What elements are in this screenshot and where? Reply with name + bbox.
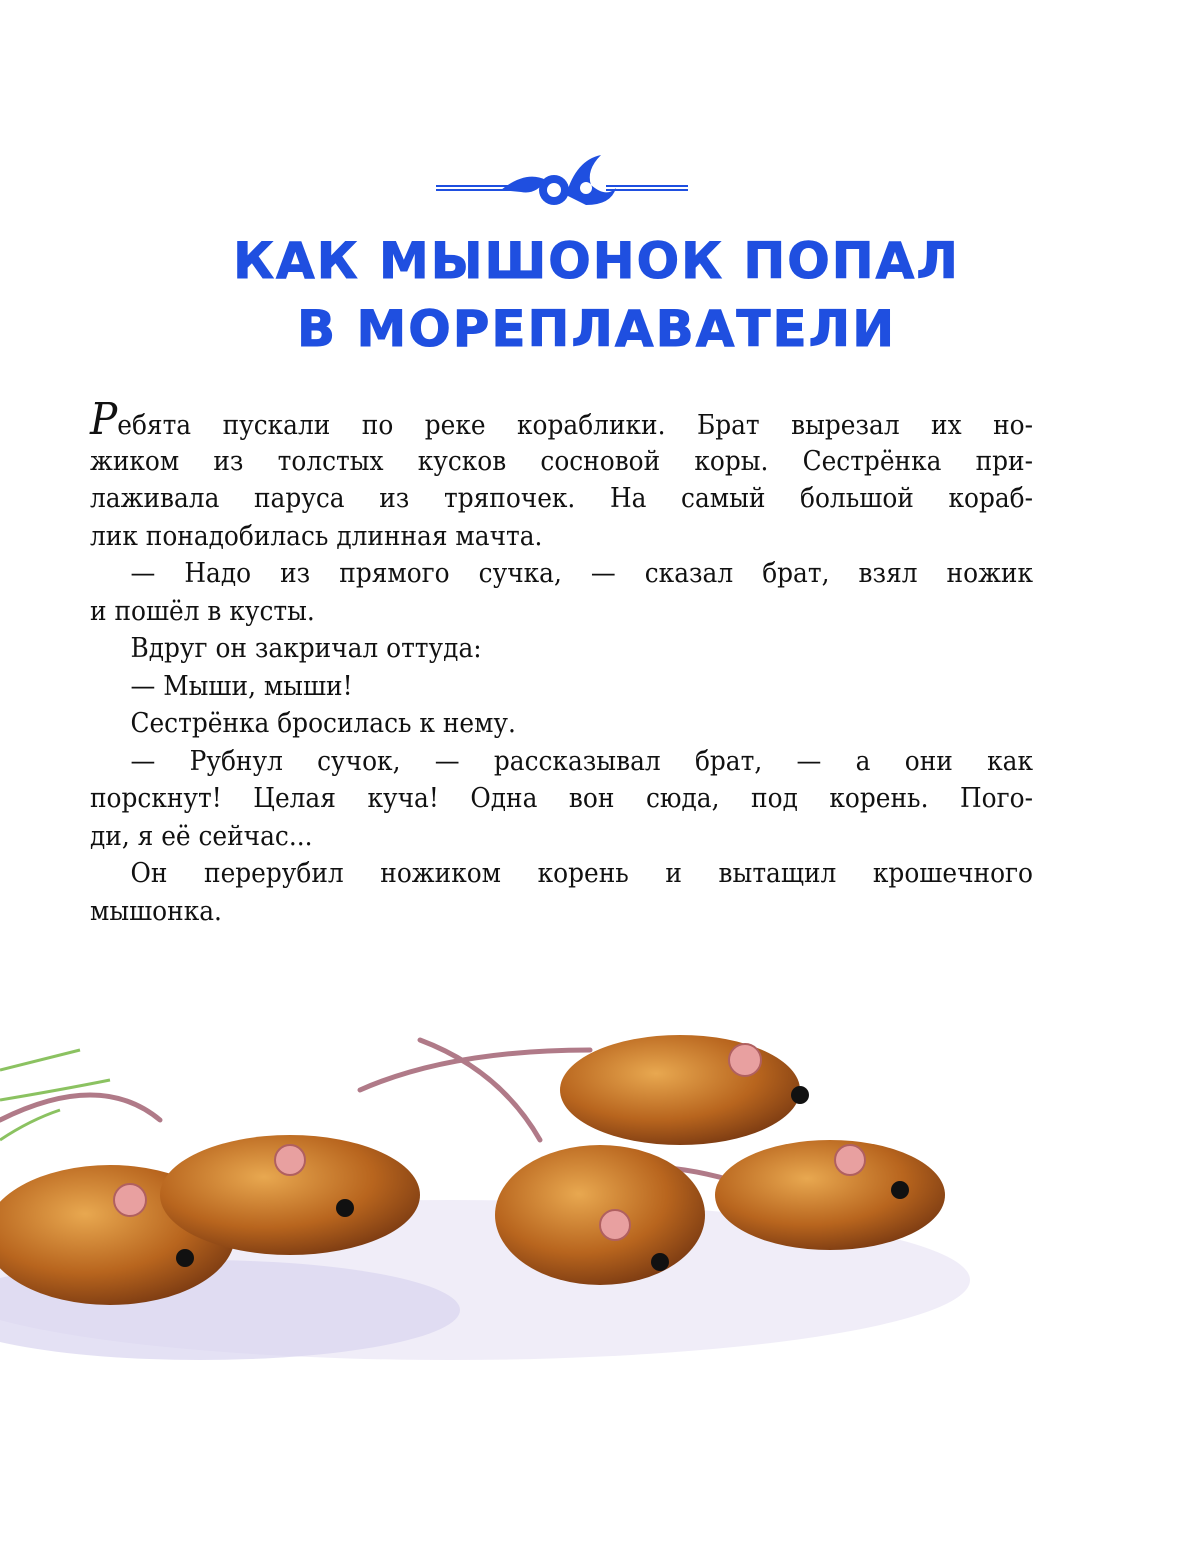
mice-illustration bbox=[0, 1010, 1193, 1390]
title-ornament-icon bbox=[436, 150, 688, 212]
text-line: порскнут! Целая куча! Одна вон сюда, под корень. Пого- bbox=[90, 783, 1033, 814]
text-line: Вдруг он закричал оттуда: bbox=[130, 633, 482, 664]
text-line: — Рубнул сучок, — рассказывал брат, — а они как bbox=[130, 745, 1034, 777]
text-line bbox=[90, 394, 1034, 445]
text-line: и пошёл в кусты. bbox=[90, 595, 315, 627]
text-line: лаживала паруса из тряпочек. На самый большой кораб- bbox=[90, 483, 1033, 514]
text-line-content: ебята пускали по реке кораблики. Брат вырезал их но- bbox=[117, 410, 1034, 441]
text-line: — Надо из прямого сучка, — сказал брат, взял ножик bbox=[130, 558, 1034, 589]
text-line: Сестрёнка бросилась к нему. bbox=[130, 708, 516, 739]
text-line: мышонка. bbox=[90, 895, 222, 927]
text-line: Он перерубил ножиком корень и вытащил крошечного bbox=[130, 858, 1034, 889]
drop-cap: Р bbox=[90, 394, 118, 445]
text-line: лик понадобилась длинная мачта. bbox=[90, 520, 543, 552]
text-line: — Мыши, мыши! bbox=[130, 670, 353, 702]
text-line: ди, я её сейчас... bbox=[90, 820, 313, 852]
story-text bbox=[90, 394, 1034, 930]
text-line: жиком из толстых кусков сосновой коры. Сестрёнка при- bbox=[90, 445, 1033, 477]
story-title-line-2: В МОРЕПЛАВАТЕЛИ bbox=[296, 300, 897, 358]
story-title-line-1: КАК МЫШОНОК ПОПАЛ bbox=[233, 232, 960, 290]
